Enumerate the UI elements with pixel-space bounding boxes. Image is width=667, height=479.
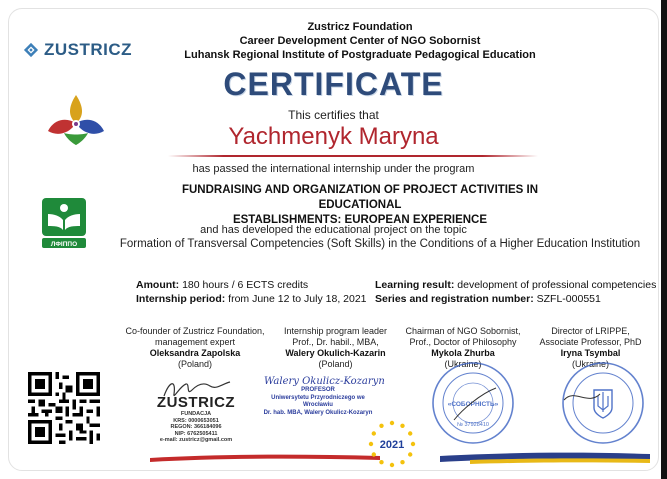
signatory-name: Walery Okulich-Kazarin <box>285 348 386 358</box>
eu-stars-2021-badge <box>366 418 418 470</box>
signatory-country: (Poland) <box>177 359 213 369</box>
issuer-line-3: Luhansk Regional Institute of Postgraduate Pedagogical Education <box>184 49 536 61</box>
signatory-role: Prof., Doctor of Philosophy <box>409 337 517 347</box>
profesor-stamp-line: Uniwersytetu Przyrodniczego we Wrocławiu <box>271 394 365 408</box>
stamp-line: REGON: 366184096 <box>170 424 222 430</box>
signatory-country: (Poland) <box>318 359 353 369</box>
amount-value: 180 hours / 6 ECTS credits <box>182 279 309 291</box>
zustricz-logo <box>22 40 132 60</box>
issuer-line-2: Career Development Center of NGO Sobornist <box>239 35 481 47</box>
period-value: from June 12 to July 18, 2021 <box>228 293 367 305</box>
project-topic: Formation of Transversal Competencies (Soft Skills) in the Conditions of a Higher Education Institution <box>119 238 641 250</box>
zustricz-logo-text: ZUSTRICZ <box>44 40 133 59</box>
stamp-brand: ZUSTRICZ <box>156 394 236 411</box>
period-label: Internship period: <box>136 293 226 305</box>
stamp-line: FUNDACJA <box>180 411 212 417</box>
signatory-role: Co-founder of Zustricz Foundation, <box>125 326 265 336</box>
sobornist-round-stamp <box>430 360 516 446</box>
signature-zapolska <box>160 376 234 402</box>
learning-label: Learning result: <box>375 279 455 291</box>
developed-text: and has developed the educational project on the topic <box>200 224 467 236</box>
zustricz-diamond-icon <box>22 41 40 59</box>
passed-text: has passed the international internship under the program <box>192 163 475 175</box>
zustricz-foundation-stamp <box>150 376 242 456</box>
signatory-role: Internship program leader <box>283 326 388 336</box>
issuer-line-1: Zustricz Foundation <box>307 21 413 33</box>
handwritten-signature-text: Walery Okulicz-Kozaryn <box>264 376 385 387</box>
signatory-2 <box>268 326 403 370</box>
series-detail <box>375 293 601 305</box>
year-label: 2021 <box>379 439 405 451</box>
signatory-role: Associate Professor, PhD <box>539 337 642 347</box>
series-value: SZFL-000551 <box>536 293 601 305</box>
certifies-text: This certifies that <box>288 108 379 122</box>
signatory-role: Prof., Dr. habil., MBA, <box>292 337 379 347</box>
profesor-stamp <box>258 387 378 417</box>
stamp-line: e-mail: zustricz@gmail.com <box>159 437 233 443</box>
learning-value: development of professional competencies <box>457 279 657 291</box>
profesor-stamp-line: Dr. hab. MBA, Walery Okulicz-Kozaryn <box>263 409 373 416</box>
signatory-1 <box>120 326 270 370</box>
signatory-country: (Ukraine) <box>571 359 609 369</box>
program-title-line-2: ESTABLISHMENTS: EUROPEAN EXPERIENCE <box>232 214 488 226</box>
issuer-header <box>150 20 570 62</box>
recipient-underline <box>168 155 538 157</box>
signatory-name: Iryna Tsymbal <box>560 348 621 358</box>
recipient-name: Yachmenyk Maryna <box>228 123 439 150</box>
lfippo-logo-text: ЛФІППО <box>50 241 78 248</box>
amount-label: Amount: <box>136 279 180 291</box>
sobornist-stamp-name: «СОБОРНІСТЬ» <box>447 401 499 408</box>
certificate-title: CERTIFICATE <box>223 66 444 102</box>
signatory-role: Chairman of NGO Sobornist, <box>405 326 521 336</box>
signatory-name: Oleksandra Zapolska <box>149 348 241 358</box>
stamp-line: KRS: 0000653051 <box>173 417 219 424</box>
lfippo-logo-icon <box>40 196 88 250</box>
signatory-role: Director of LRIPPE, <box>551 326 630 336</box>
lrippe-round-stamp <box>560 360 646 446</box>
signatory-role: management expert <box>154 337 236 347</box>
sobornist-stamp-code: № 37928410 <box>457 422 489 428</box>
amount-detail <box>136 279 308 291</box>
series-label: Series and registration number: <box>375 293 534 305</box>
program-title <box>150 183 570 228</box>
stamp-line: NIP: 6762505411 <box>174 430 218 437</box>
signatory-country: (Ukraine) <box>444 359 482 369</box>
learning-detail <box>375 279 656 291</box>
qr-code-icon <box>28 372 100 444</box>
period-detail <box>136 293 367 305</box>
signatory-name: Mykola Zhurba <box>431 348 495 358</box>
program-title-line-1: FUNDRAISING AND ORGANIZATION OF PROJECT ACTIVITIES IN EDUCATIONAL <box>181 184 539 211</box>
profesor-stamp-line: PROFESOR <box>301 387 335 393</box>
ribbon-decoration <box>0 452 667 464</box>
